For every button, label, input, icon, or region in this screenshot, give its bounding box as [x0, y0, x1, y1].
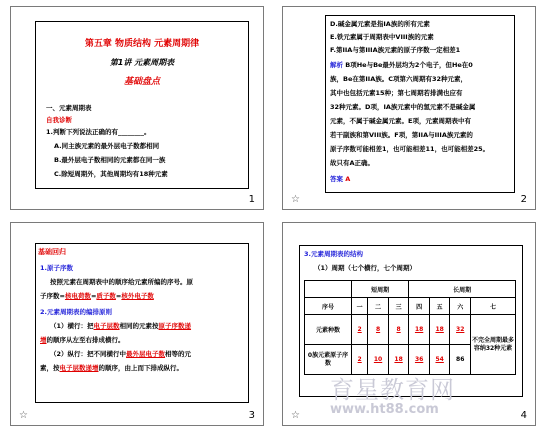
period-7: 七 [471, 298, 516, 315]
analysis-line-4: 32种元素。D项，IA族元素中的氢元素不是碱金属 [330, 103, 476, 111]
star-icon: ☆ [291, 410, 300, 421]
lesson-title: 第1讲 元素周期表 [109, 58, 175, 67]
slide-2-content [325, 15, 515, 193]
analysis-line-6: 若干副族和第VIII族。F项，第IIA与IIIA族元素的 [330, 131, 473, 139]
page-number: 4 [520, 410, 527, 421]
row-header: 序号 [305, 298, 352, 315]
period-table [304, 280, 516, 375]
star-icon: ☆ [19, 410, 28, 421]
basic-review-title: 基础回归 [38, 248, 66, 256]
slide-2[interactable] [282, 6, 536, 210]
short-period-header: 短周期 [352, 281, 409, 298]
option-b: B.最外层电子数相同的元素都在同一族 [54, 156, 166, 164]
page-number: 1 [248, 194, 255, 205]
section-title: 基础盘点 [123, 77, 160, 87]
watermark-url: www.ht88.com [330, 402, 439, 417]
page-number: 2 [520, 194, 527, 205]
slide-1-content [35, 21, 249, 189]
slide-3-content [35, 243, 249, 403]
column-rule-prefix-2: 素，按 [40, 364, 60, 372]
slide-1[interactable] [10, 6, 264, 210]
answer-label: 答案 [330, 175, 343, 183]
question-1: 1.判断下列说法正确的有________。 [46, 128, 151, 136]
option-c: C.除短周期外，其他周期均有18种元素 [54, 170, 168, 178]
cell: 18 [409, 315, 430, 345]
analysis-line-2: 族，Be在第IIA族。C项第六周期有32种元素， [330, 75, 468, 83]
keyword-nuclear-charge: 核电荷数 [64, 292, 91, 300]
atomic-number-prefix: 子序数= [40, 292, 65, 300]
cell-period-7-note: 不完全周期最多容纳32种元素 [471, 315, 516, 375]
column-rule-mid: 相等的元 [165, 350, 192, 358]
keyword-proton-number: 质子数 [96, 292, 116, 300]
period-3: 三 [388, 298, 409, 315]
keyword-outer-electrons: 最外层电子数 [126, 350, 166, 358]
column-rule-prefix: （2）纵行：把不同横行中 [50, 350, 127, 358]
watermark-text: 育星教育网 [330, 376, 455, 404]
cell: 54 [429, 345, 450, 375]
cell: 86 [450, 345, 471, 375]
cell: 10 [368, 345, 389, 375]
period-2: 二 [368, 298, 389, 315]
period-4: 四 [409, 298, 430, 315]
cell: 32 [450, 315, 471, 345]
keyword-increase: 增 [40, 336, 47, 344]
keyword-shell-count: 电子层数 [93, 322, 120, 330]
period-5: 五 [429, 298, 450, 315]
arrangement-heading: 2.元素周期表的编排原则 [40, 308, 112, 316]
option-d: D.碱金属元素是指IA族的所有元素 [330, 20, 430, 28]
cell: 8 [368, 315, 389, 345]
element-count-label: 元素种数 [305, 315, 352, 345]
option-a: A.同主族元素的最外层电子数都相同 [54, 142, 160, 150]
noble-gas-number-label: 0族元素原子序数 [305, 345, 352, 375]
cell: 18 [429, 315, 450, 345]
cell: 8 [388, 315, 409, 345]
keyword-shell-increase: 电子层数递增 [59, 364, 99, 372]
period-6: 六 [450, 298, 471, 315]
structure-heading: 3.元素周期表的结构 [304, 250, 363, 258]
atomic-number-text-1: 按照元素在周期表中的顺序给元素所编的序号。原 [50, 278, 193, 286]
equals-2: = [115, 292, 122, 300]
period-1: 一 [352, 298, 368, 315]
option-e: E.铁元素属于周期表中VIII族的元素 [330, 33, 434, 41]
answer-value: A [345, 175, 351, 183]
analysis-line-8: 故只有A正确。 [330, 159, 375, 167]
period-subheading: （1）周期（七个横行，七个周期） [314, 264, 417, 272]
row-rule-mid: 相同的元素按 [119, 322, 159, 330]
chapter-title: 第五章 物质结构 元素周期律 [84, 39, 200, 49]
analysis-line-1: B项He与Be最外层均为2个电子，但He在0 [345, 61, 473, 69]
self-test-label: 自我诊断 [46, 116, 72, 124]
table-row [305, 315, 516, 345]
keyword-atomic-increase: 原子序数递 [158, 322, 192, 330]
heading-periodic-table: 一、元素周期表 [46, 104, 92, 112]
page-number: 3 [248, 410, 255, 421]
cell: 2 [352, 345, 368, 375]
analysis-line-3: 其中也包括元素15种；第七周期若排满也应有 [330, 89, 463, 97]
keyword-electron-number: 核外电子数 [121, 292, 154, 300]
option-f: F.第IIA与第IIIA族元素的原子序数一定相差1 [330, 46, 461, 54]
cell: 18 [388, 345, 409, 375]
column-rule-tail: 的顺序，由上而下排成纵行。 [98, 364, 183, 372]
row-rule-tail: 的顺序从左至右排成横行。 [46, 336, 125, 344]
atomic-number-heading: 1.原子序数 [40, 264, 73, 272]
row-rule-prefix: （1）横行：把 [50, 322, 94, 330]
analysis-label: 解析 [330, 61, 343, 69]
analysis-line-5: 元素，不属于碱金属元素。E项，元素周期表中有 [330, 117, 471, 125]
cell: 2 [352, 315, 368, 345]
cell: 36 [409, 345, 430, 375]
star-icon: ☆ [291, 194, 300, 205]
table-row [305, 298, 516, 315]
slide-3[interactable] [10, 222, 264, 426]
equals-1: = [90, 292, 97, 300]
analysis-line-7: 原子序数可能相差1，也可能相差11，也可能相差25。 [330, 145, 490, 153]
long-period-header: 长周期 [409, 281, 516, 298]
